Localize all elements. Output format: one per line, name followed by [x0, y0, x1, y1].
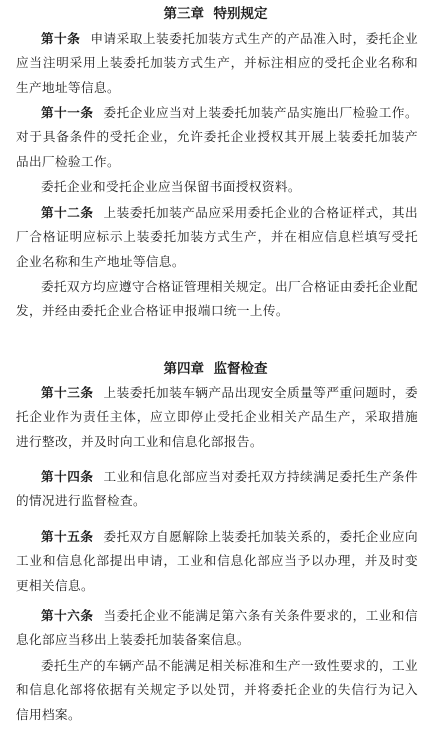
article-10-text: 申请采取上装委托加装方式生产的产品准入时，委托企业应当注明采用上装委托加装方式生产，并标注相应的受托企业名称和生产地址等信息。 [16, 31, 419, 95]
article-16-para-2-text: 委托生产的车辆产品不能满足相关标准和生产一致性要求的，工业和信息化部将依据有关规定予以处罚，并将委托企业的失信行为记入信用档案。 [16, 658, 418, 722]
article-12-label: 第十二条 [41, 205, 94, 220]
article-11-para-2-text: 委托企业和受托企业应当保留书面授权资料。 [41, 179, 301, 194]
article-16-para-2 [16, 654, 418, 727]
article-10-label: 第十条 [41, 31, 81, 46]
article-13 [16, 381, 418, 454]
article-10 [16, 27, 418, 100]
article-13-label: 第十三条 [41, 385, 94, 400]
chapter-4-title: 第四章 监督检查 [163, 361, 268, 377]
article-13-text: 上装委托加装车辆产品出现安全质量等严重问题时，委托企业作为责任主体，应立即停止受托企业相关产品生产，采取措施进行整改，并及时向工业和信息化部报告。 [16, 385, 418, 449]
article-12-text: 上装委托加装产品应采用委托企业的合格证样式，其出厂合格证明应标示上装委托加装方式生产，并在相应信息栏填写受托企业名称和生产地址等信息。 [16, 205, 418, 269]
article-16-text: 当委托企业不能满足第六条有关条件要求的，工业和信息化部应当移出上装委托加装备案信息。 [16, 608, 418, 648]
article-11 [16, 101, 418, 174]
chapter-3-title: 第三章 特别规定 [163, 6, 268, 22]
article-11-label: 第十一条 [41, 105, 94, 120]
article-11-text: 委托企业应当对上装委托加装产品实施出厂检验工作。对于具备条件的受托企业，允许委托企业授权其开展上装委托加装产品出厂检验工作。 [16, 105, 418, 169]
article-14-label: 第十四条 [41, 469, 94, 484]
article-15 [16, 525, 418, 598]
article-12 [16, 201, 418, 274]
article-15-text: 委托双方自愿解除上装委托加装关系的，委托企业应向工业和信息化部提出申请，工业和信息化部应当予以办理，并及时变更相关信息。 [16, 529, 418, 593]
article-15-label: 第十五条 [41, 529, 94, 544]
article-16 [16, 604, 418, 653]
article-14 [16, 465, 418, 514]
article-12-para-2-text: 委托双方均应遵守合格证管理相关规定。出厂合格证由委托企业配发，并经由委托企业合格证申报端口统一上传。 [16, 279, 418, 319]
article-11-para-2 [16, 175, 418, 199]
article-12-para-2 [16, 275, 418, 324]
article-14-text: 工业和信息化部应当对委托双方持续满足委托生产条件的情况进行监督检查。 [16, 469, 418, 509]
article-16-label: 第十六条 [41, 608, 94, 623]
